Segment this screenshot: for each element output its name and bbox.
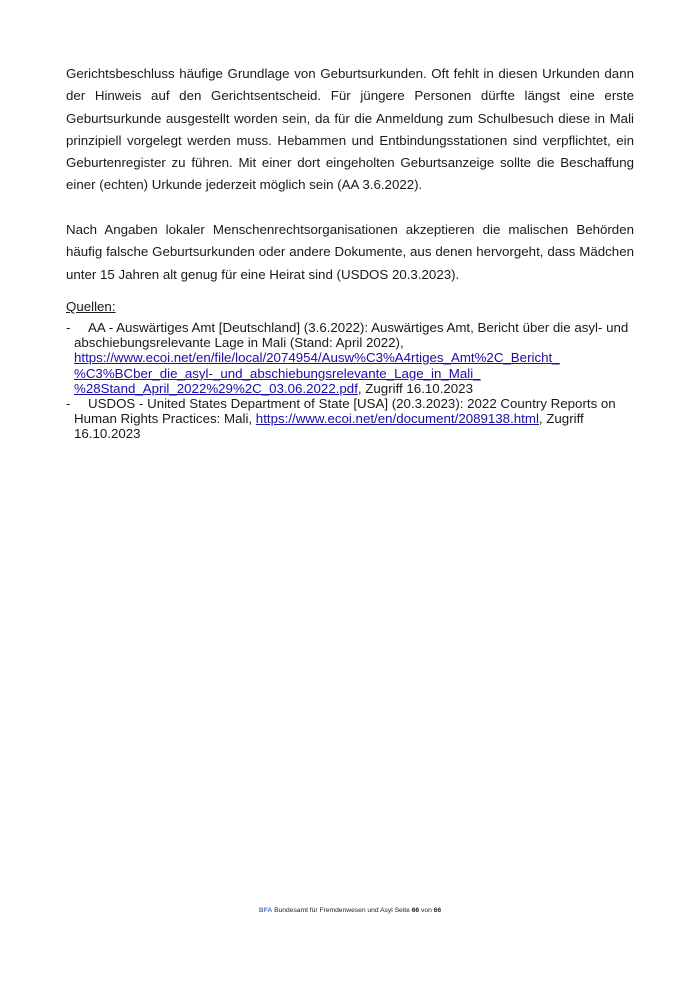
source-access-date: , Zugriff 16.10.2023 <box>357 380 473 396</box>
list-bullet: - <box>66 396 71 412</box>
footer-org: Bundesamt für Fremdenwesen und Asyl <box>274 907 393 914</box>
source-link[interactable] <box>74 350 560 395</box>
source-link-line: https://www.ecoi.net/en/file/local/2074954/Ausw%C3%A4rtiges_Amt%2C_Bericht_ <box>74 350 560 366</box>
source-link[interactable]: https://www.ecoi.net/en/document/2089138.html <box>255 411 539 427</box>
list-bullet: - <box>66 320 71 335</box>
body-paragraph: Gerichtsbeschluss häufige Grundlage von Geburtsurkunden. Oft fehlt in diesen Urkunden dann der Hinweis auf den Gerichtsentscheid. Für jüngere Personen dürfte längst eine erste Geburtsurkunde ausgestellt worden sein, da für die Anmeldung zum Schulbesuch diese in Mali prinzipiell vorgelegt werden muss. Hebammen und Entbindungsstationen sind verpflichtet, ein Geburtenregister zu führen. Mit einer dort eingeholten Geburtsanzeige sollte die Beschaffung einer (echten) Urkunde jederzeit möglich sein (AA 3.6.2022). <box>66 66 634 193</box>
source-citation: USDOS - United States Department of State [USA] (20.3.2023): 2022 Country Reports on Human Rights Practices: Mali, <box>74 396 616 427</box>
body-paragraph: Nach Angaben lokaler Menschenrechtsorganisationen akzeptieren die malischen Behörden häufig falsche Geburtsurkunden oder andere Dokumente, aus denen hervorgeht, dass Mädchen unter 15 Jahren alt genug für eine Heirat sind (USDOS 20.3.2023). <box>66 222 634 282</box>
source-access-date: , Zugriff 16.10.2023 <box>74 411 584 442</box>
sources-list <box>66 320 634 442</box>
source-link-line: %28Stand_April_2022%29%2C_03.06.2022.pdf <box>74 380 358 396</box>
source-link-line: %C3%BCber_die_asyl-_und_abschiebungsrelevante_Lage_in_Mali_ <box>74 365 481 381</box>
footer-abbr: BFA <box>258 907 273 914</box>
source-citation: AA - Auswärtiges Amt [Deutschland] (3.6.2022): Auswärtiges Amt, Bericht über die asyl- und abschiebungsrelevante Lage in Mali (Stand: April 2022), <box>74 320 629 351</box>
footer-page-number: 66 <box>411 907 420 914</box>
page-footer <box>0 906 700 916</box>
source-item <box>66 396 634 442</box>
footer-page-total: 66 <box>433 907 442 914</box>
source-item <box>66 320 634 396</box>
footer-page-word: Seite <box>394 907 410 914</box>
footer-of-word: von <box>421 907 432 914</box>
sources-heading: Quellen: <box>66 299 116 314</box>
